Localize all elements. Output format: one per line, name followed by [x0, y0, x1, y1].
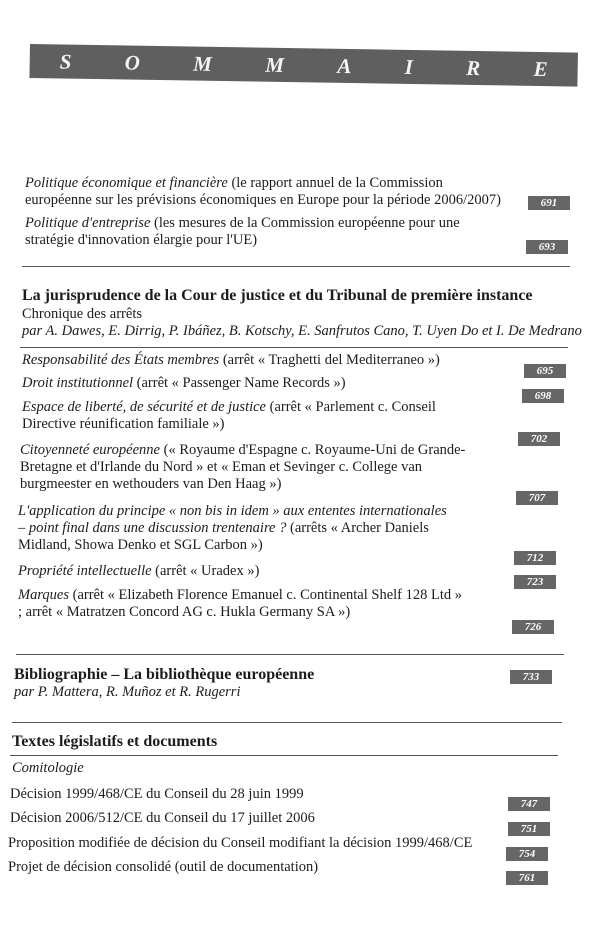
section-subtitle: Chronique des arrêts [22, 306, 142, 322]
section-title-textes: Textes législatifs et documents [12, 733, 218, 750]
divider [22, 266, 570, 267]
banner-letter: O [124, 49, 141, 75]
page-number-badge: 761 [506, 871, 548, 885]
entry-detail: (arrêt « Parlement c. Conseil Directive réunification familiale ») [22, 399, 436, 432]
toc-entry[interactable] [25, 215, 505, 249]
divider [16, 654, 564, 655]
section-title-jurisprudence: La jurisprudence de la Cour de justice et du Tribunal de première instance [22, 287, 533, 304]
page-number-badge: 712 [514, 551, 556, 565]
sommaire-banner [29, 44, 577, 87]
page-number-badge: 733 [510, 670, 552, 684]
toc-entry[interactable]: Proposition modifiée de décision du Conseil modifiant la décision 1999/468/CE [8, 835, 473, 851]
section-authors: par A. Dawes, E. Dirrig, P. Ibáñez, B. Kotschy, E. Sanfrutos Cano, T. Uyen Do et I. De Medrano [22, 323, 582, 339]
entry-detail: (arrêt « Passenger Name Records ») [133, 375, 346, 391]
page-number-badge: 702 [518, 432, 560, 446]
toc-entry[interactable] [18, 587, 468, 621]
page-number-badge: 751 [508, 822, 550, 836]
entry-title: Politique d'entreprise [25, 215, 151, 231]
page-number-badge: 726 [512, 620, 554, 634]
toc-entry[interactable] [22, 399, 492, 433]
entry-title: Citoyenneté européenne [20, 442, 160, 458]
banner-letter: I [404, 54, 414, 79]
entry-detail: (le rapport annuel de la Commission européenne sur les prévisions économiques en Europe pour la période 2006/2007) [25, 175, 501, 208]
page-number-badge: 723 [514, 575, 556, 589]
page-number-badge: 695 [524, 364, 566, 378]
entry-title: Espace de liberté, de sécurité et de justice [22, 399, 266, 415]
entry-title: Responsabilité des États membres [22, 352, 220, 368]
divider [10, 755, 558, 756]
toc-entry[interactable] [18, 563, 488, 580]
page-number-badge: 754 [506, 847, 548, 861]
section-authors: par P. Mattera, R. Muñoz et R. Rugerri [14, 684, 241, 700]
banner-letter: S [59, 48, 72, 74]
toc-entry[interactable]: Décision 1999/468/CE du Conseil du 28 juin 1999 [10, 786, 304, 802]
section-subtitle: Comitologie [12, 760, 84, 776]
banner-letter: E [533, 56, 548, 81]
entry-detail: (« Royaume d'Espagne c. Royaume-Uni de Grande-Bretagne et d'Irlande du Nord » et « Eman et Sevinger c. College van burgmeester en wethouders van Den Haag ») [20, 442, 466, 492]
entry-title: Marques [18, 587, 70, 603]
entry-detail: (arrêt « Uradex ») [151, 563, 260, 579]
section-title-bibliographie[interactable]: Bibliographie – La bibliothèque européenne [14, 666, 315, 683]
toc-entry[interactable] [20, 442, 490, 493]
page-number-badge: 747 [508, 797, 550, 811]
toc-entry[interactable] [25, 175, 505, 209]
page-number-badge: 707 [516, 491, 558, 505]
toc-entry[interactable] [22, 352, 492, 369]
toc-entry[interactable] [22, 375, 492, 392]
entry-title: Propriété intellectuelle [18, 563, 152, 579]
banner-letter: M [193, 51, 213, 76]
banner-letter: A [337, 53, 352, 78]
toc-entry[interactable] [18, 503, 448, 554]
entry-title: L'application du principe « non bis in idem » aux ententes internationales – point final dans une discussion trentenaire ? [18, 503, 447, 536]
divider [12, 722, 562, 723]
page-number-badge: 691 [528, 196, 570, 210]
entry-title: Droit institutionnel [22, 375, 134, 391]
entry-detail: (arrêt « Traghetti del Mediterraneo ») [219, 352, 440, 368]
page-number-badge: 693 [526, 240, 568, 254]
toc-entry[interactable]: Décision 2006/512/CE du Conseil du 17 juillet 2006 [10, 810, 315, 826]
entry-detail: (les mesures de la Commission européenne pour une stratégie d'innovation élargie pour l'UE) [25, 215, 460, 248]
divider [20, 347, 568, 348]
entry-detail: (arrêts « Archer Daniels Midland, Showa Denko et SGL Carbon ») [18, 520, 429, 553]
banner-letter: R [466, 55, 481, 80]
entry-title: Politique économique et financière [25, 175, 228, 191]
banner-letter: M [265, 52, 285, 77]
entry-detail: (arrêt « Elizabeth Florence Emanuel c. Continental Shelf 128 Ltd » ; arrêt « Matratzen Concord AG c. Hukla Germany SA ») [18, 587, 463, 620]
page-number-badge: 698 [522, 389, 564, 403]
toc-entry[interactable]: Projet de décision consolidé (outil de documentation) [8, 859, 319, 875]
